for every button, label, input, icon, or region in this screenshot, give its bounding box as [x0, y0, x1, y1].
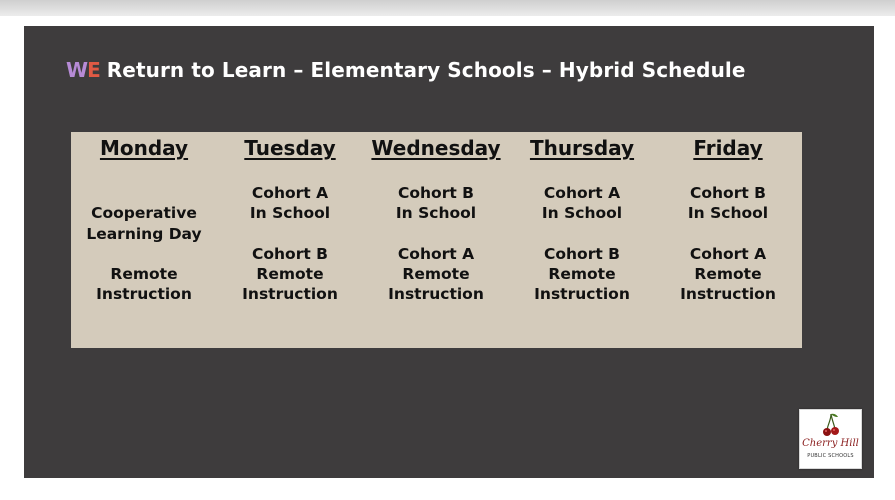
logo-name: Cherry Hill [802, 438, 859, 449]
day-heading: Friday [693, 136, 763, 160]
window-top-band [0, 0, 895, 16]
schedule-line: Cohort A [543, 184, 621, 202]
schedule-line: Instruction [388, 285, 484, 303]
schedule-line: Remote [110, 265, 178, 283]
schedule-line: Cooperative [91, 204, 197, 222]
schedule-line: Remote [694, 265, 762, 283]
schedule-line: In School [249, 204, 331, 222]
schedule-column-tuesday [217, 132, 363, 348]
schedule-line: Cohort B [398, 184, 474, 202]
cherry-icon [822, 412, 840, 438]
schedule-column-monday [71, 132, 217, 348]
schedule-line: Learning Day [86, 225, 202, 243]
we-logo-text: WE [66, 58, 100, 82]
schedule-line: In School [395, 204, 477, 222]
schedule-line: Cohort A [689, 245, 767, 263]
schedule-line: Cohort B [690, 184, 766, 202]
schedule-line: Instruction [242, 285, 338, 303]
schedule-line: Remote [256, 265, 324, 283]
schedule-line: Cohort A [397, 245, 475, 263]
schedule-column-friday [655, 132, 801, 348]
schedule-column-wednesday [363, 132, 509, 348]
schedule-line: In School [687, 204, 769, 222]
day-heading: Wednesday [371, 136, 501, 160]
day-heading: Thursday [529, 136, 635, 160]
day-heading: Tuesday [244, 136, 336, 160]
schedule-line: Instruction [680, 285, 776, 303]
slide [24, 26, 874, 478]
schedule-line: Remote [402, 265, 470, 283]
schedule-line: Remote [548, 265, 616, 283]
schedule-line: Cohort B [544, 245, 620, 263]
schedule-line: Cohort A [251, 184, 329, 202]
schedule-line: Instruction [96, 285, 192, 303]
slide-title-text: Return to Learn – Elementary Schools – Hybrid Schedule [99, 58, 746, 82]
schedule-column-thursday [509, 132, 655, 348]
slide-title [66, 58, 746, 82]
logo-subtitle: PUBLIC SCHOOLS [807, 453, 854, 459]
schedule-line: In School [541, 204, 623, 222]
day-heading: Monday [99, 136, 189, 160]
schedule-panel [71, 132, 802, 348]
school-logo [799, 409, 862, 469]
schedule-line: Cohort B [252, 245, 328, 263]
schedule-line: Instruction [534, 285, 630, 303]
